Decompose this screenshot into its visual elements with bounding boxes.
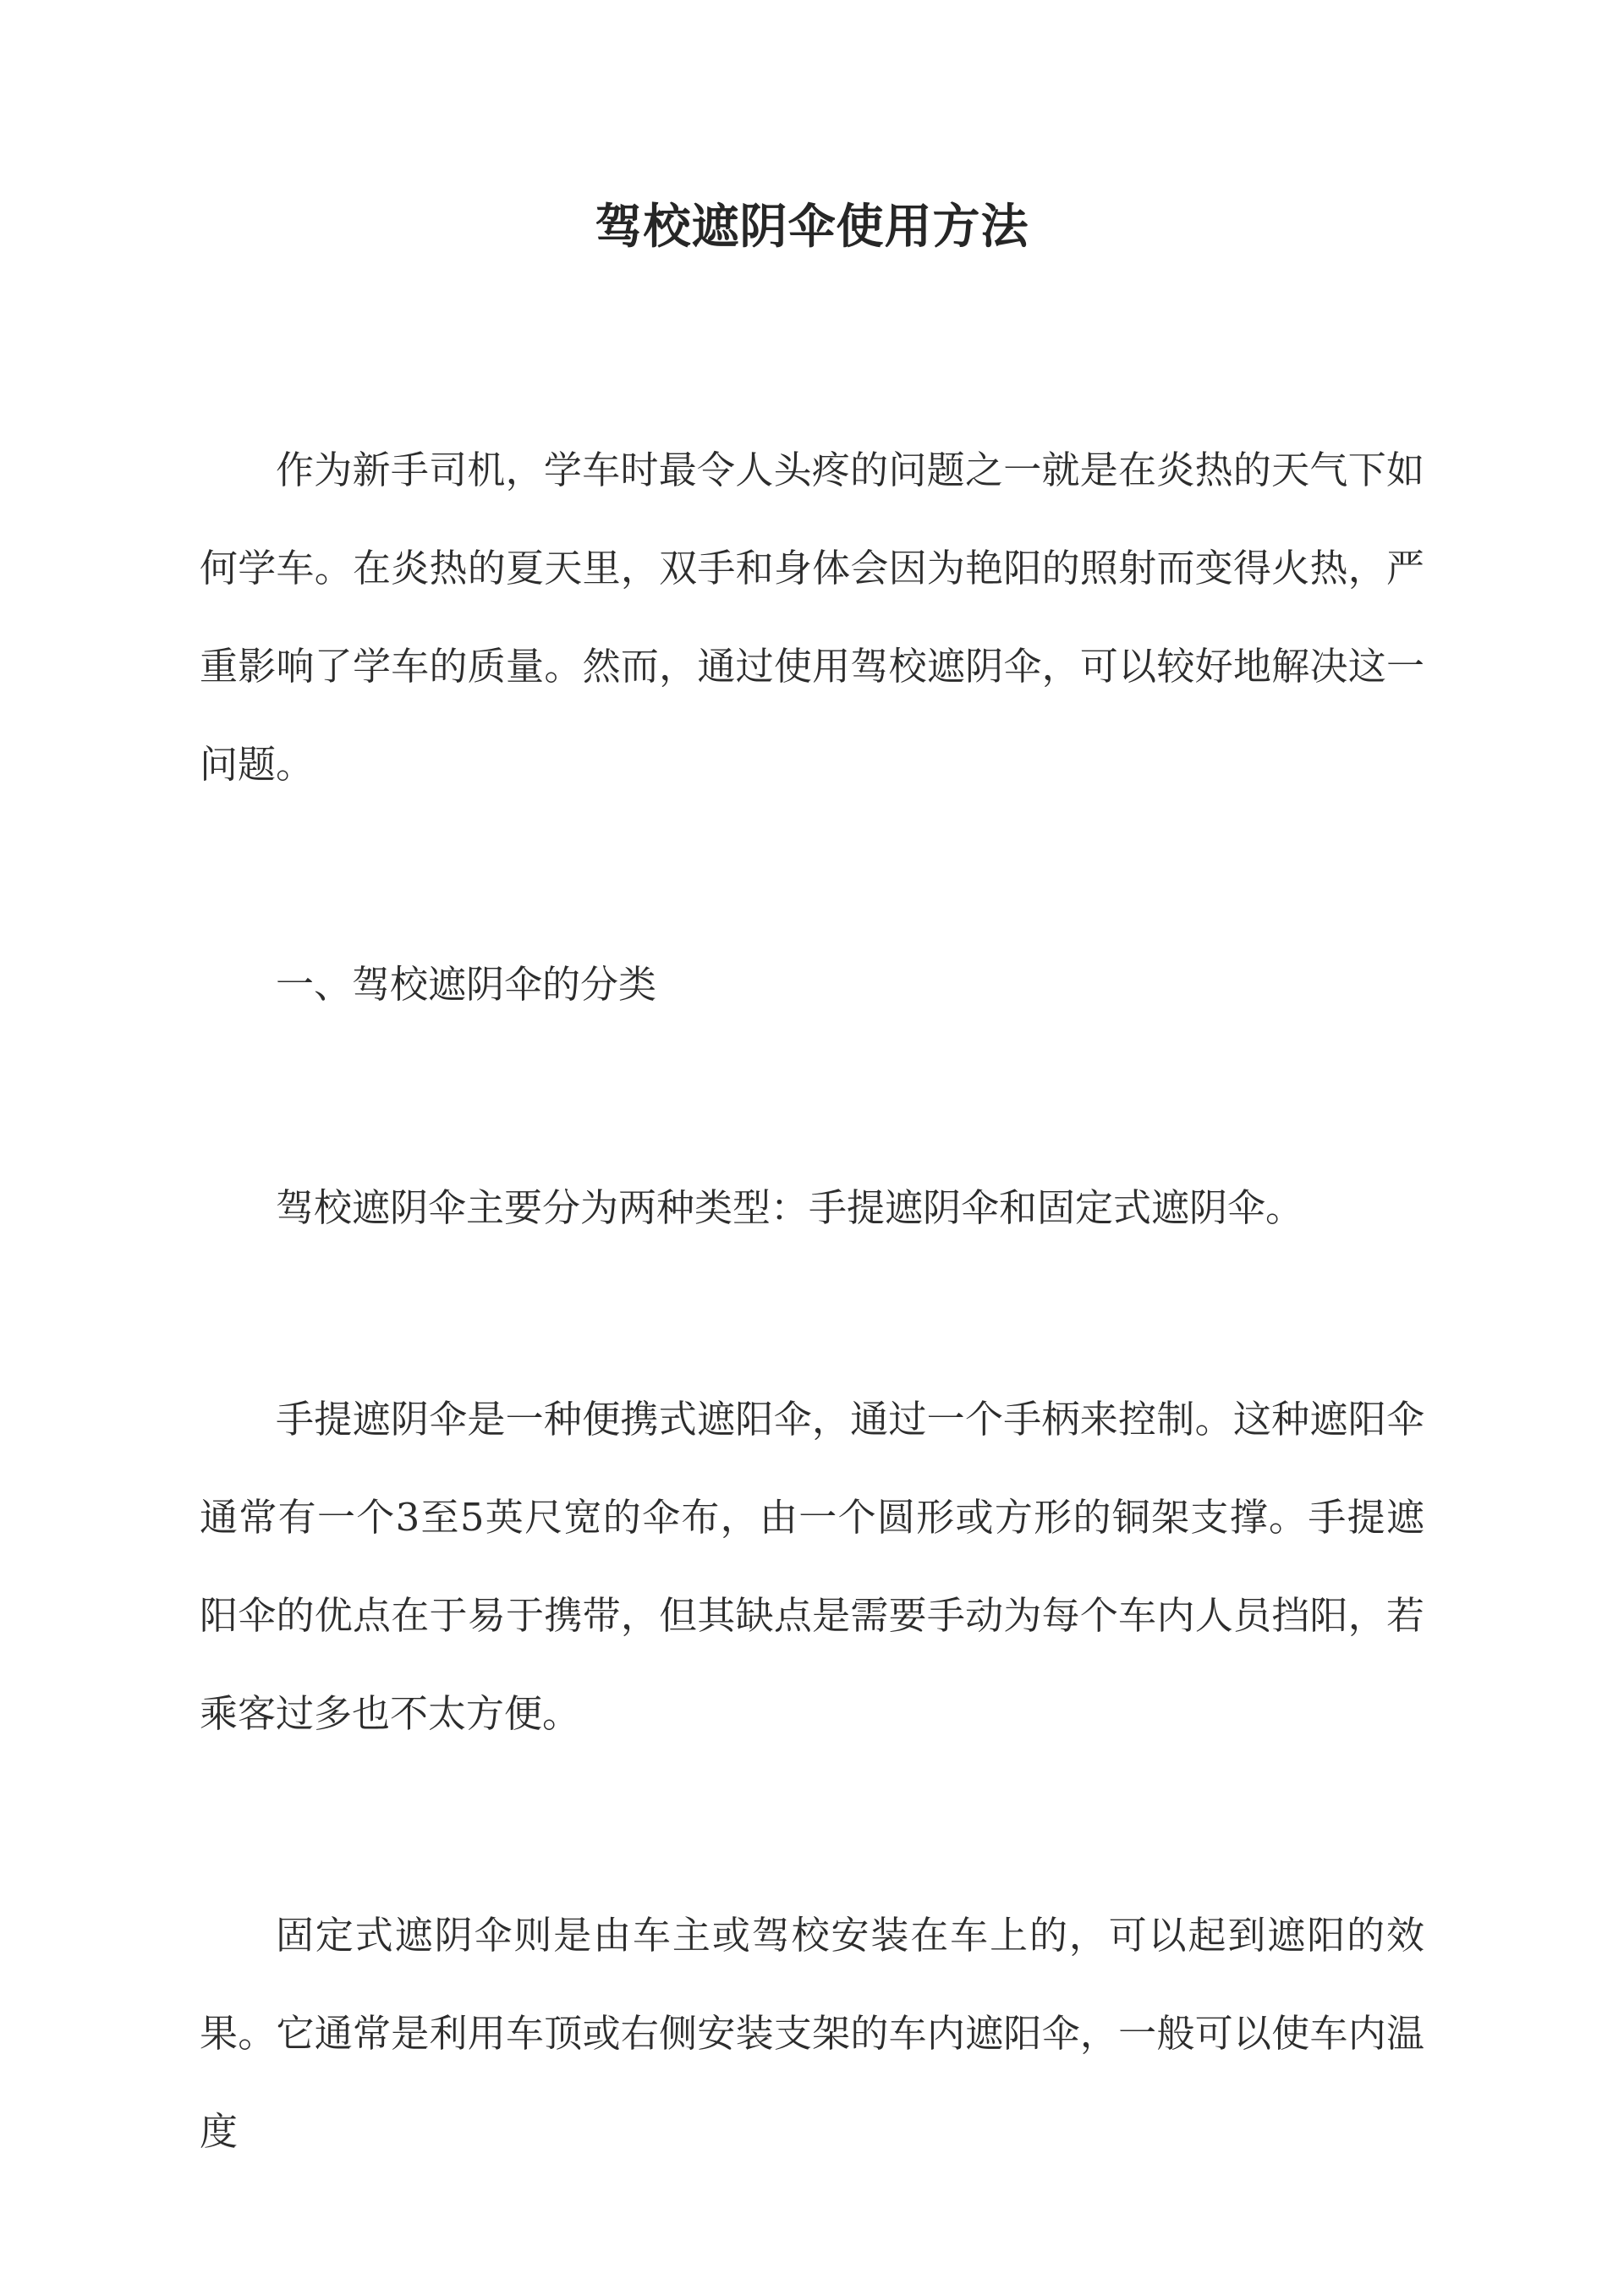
handheld-umbrella-paragraph: 手提遮阴伞是一种便携式遮阳伞，通过一个手柄来控制。这种遮阳伞通常有一个3至5英尺宽的伞布，由一个圆形或方形的铜架支撑。手提遮阳伞的优点在于易于携带，但其缺点是需要手动为每个车内人员挡阳，若乘客过多也不太方便。	[200, 1397, 1424, 1736]
fixed-umbrella-paragraph: 固定式遮阴伞则是由车主或驾校安装在车上的，可以起到遮阳的效果。它通常是利用车顶或右侧安装支架的车内遮阳伞，一般可以使车内温度	[200, 1913, 1424, 2154]
section-heading-classification: 一、驾校遮阴伞的分类	[276, 962, 657, 1007]
types-summary-paragraph: 驾校遮阴伞主要分为两种类型：手提遮阴伞和固定式遮阴伞。	[276, 1185, 1304, 1230]
document-title: 驾校遮阴伞使用方法	[595, 199, 1029, 255]
intro-paragraph: 作为新手司机，学车时最令人头疼的问题之一就是在炎热的天气下如何学车。在炎热的夏天里，双手和身体会因为艳阳的照射而变得火热，严重影响了学车的质量。然而，通过使用驾校遮阴伞，可以较好地解决这一问题。	[200, 448, 1424, 787]
